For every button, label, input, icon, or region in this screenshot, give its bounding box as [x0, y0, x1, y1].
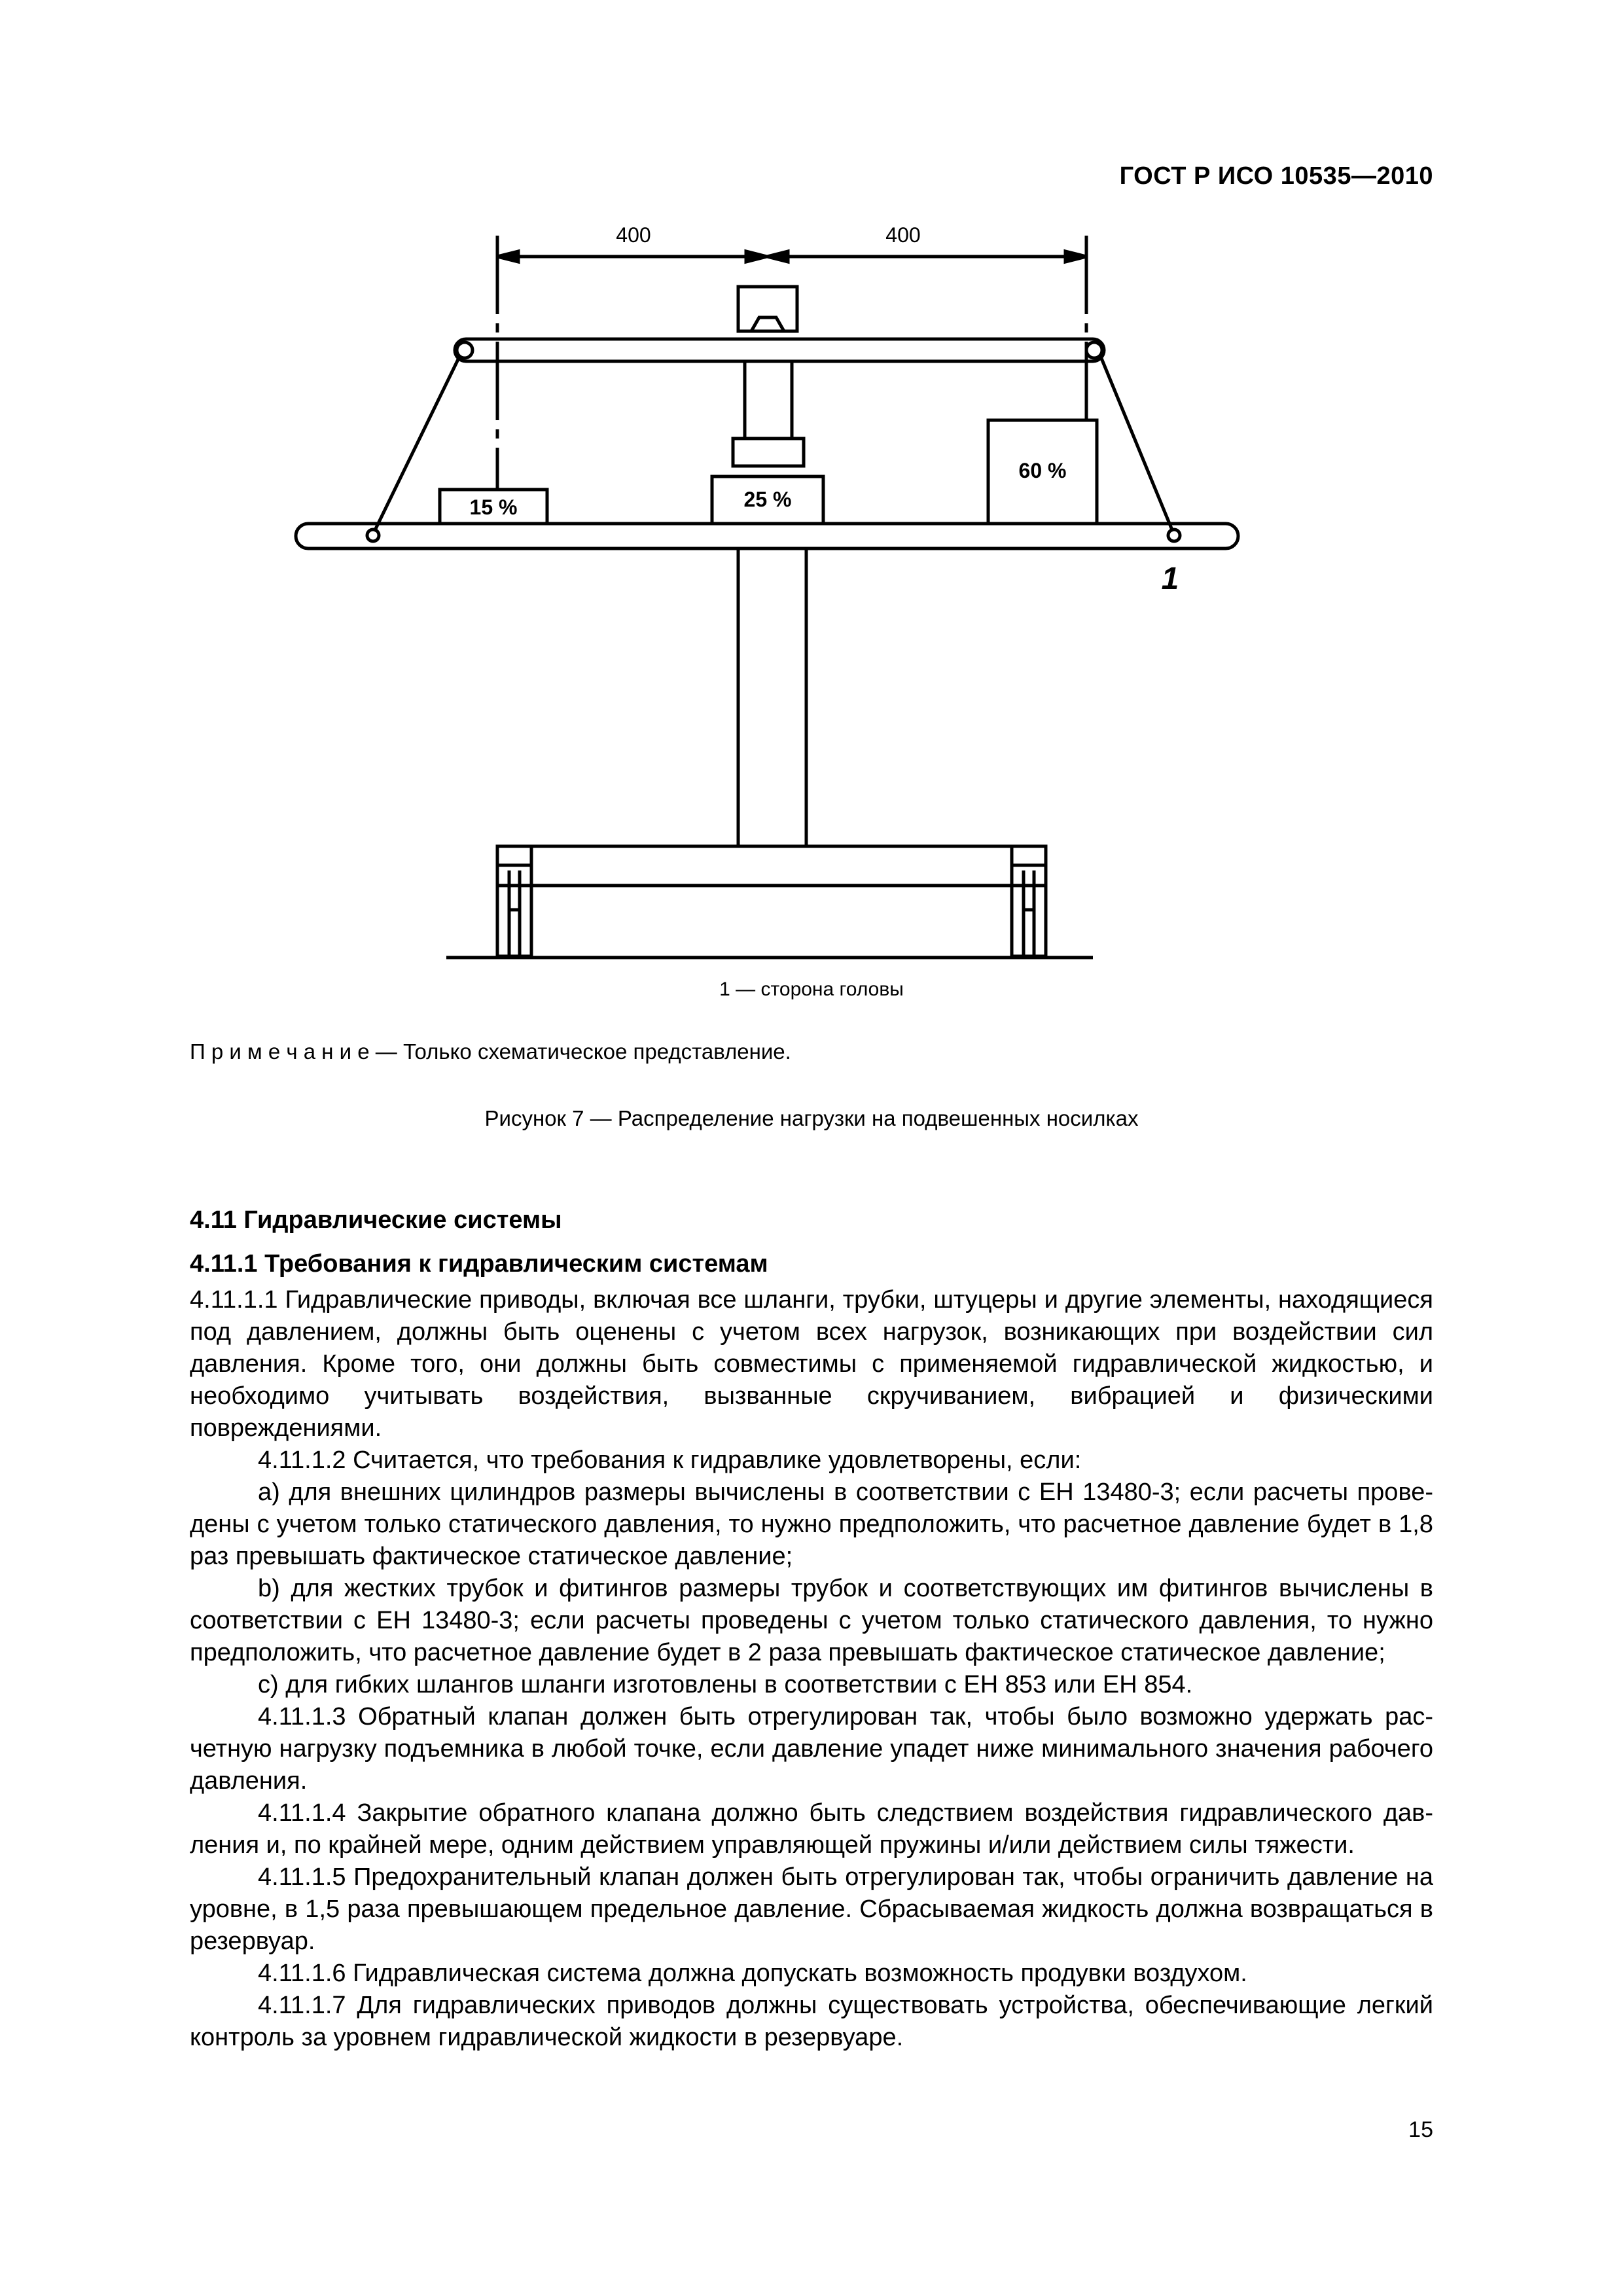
stretcher-platform: [296, 524, 1238, 548]
paragraph-4-11-1-2: 4.11.1.2 Считается, что требования к гидравлике удовлетворены, если:: [258, 1446, 1082, 1474]
dimension-right-label: 400: [885, 223, 921, 247]
upper-spreader-bar: [455, 339, 1104, 361]
hook-right-top: [1086, 342, 1102, 358]
figure-legend: 1 — сторона головы: [719, 978, 904, 1000]
dimension-arrow-left: [497, 251, 518, 262]
document-header: ГОСТ Р ИСО 10535—2010: [1119, 162, 1433, 190]
paragraph-4-11-1-5: 4.11.1.5 Предохранительный клапан должен быть отрегулирован так, чтобы ограничить давление на уровне, в 1,5 раза превышающем предельное давление. Сбрасываемая жидкость должна возвращаться в резервуар.: [190, 1863, 1433, 1955]
base-leg-left: [497, 846, 531, 956]
hook-left-top: [457, 342, 473, 358]
dimension-arrow-center-right: [767, 251, 788, 262]
strap-left: [374, 357, 459, 531]
paragraph-4-11-1-4: 4.11.1.4 Закрытие обратного клапана должно быть следствием воздействия гидравлического давления и, по крайней мере, одним действием управляющей пружины и/или действием силы тяжести.: [190, 1799, 1433, 1859]
paragraph-item-a: a) для внешних цилиндров размеры вычислены в соответствии с ЕН 13480-3; если расчеты проведены с учетом только статического давления, то нужно предположить, что расчетное давление будет в 1,8 раз превышать фактическое статическое давление;: [190, 1479, 1433, 1570]
item-number-label: 1: [1161, 562, 1179, 596]
paragraph-4-11-1-7: 4.11.1.7 Для гидравлических приводов должны существовать устройства, обеспечивающие легкий контроль за уровнем гидравлической жидкости в резервуаре.: [190, 1992, 1433, 2051]
mast-top-block: [738, 287, 797, 331]
hook-left-bottom: [367, 529, 379, 541]
dimension-arrow-right: [1065, 251, 1086, 262]
paragraph-item-b: b) для жестких трубок и фитингов размеры трубок и соответствующих им фитингов вычислены в соответствии с ЕН 13480-3; если расчеты проведены с учетом только статического давления, то нужно предположить, что расчетное давление будет в 2 раза превышать фактическое статическое давление;: [190, 1575, 1433, 1666]
dimension-arrow-center-left: [746, 251, 767, 262]
mast-top-bracket: [751, 317, 784, 331]
note-label: П р и м е ч а н и е: [190, 1039, 370, 1064]
base-crossbar: [497, 846, 1046, 886]
load-center-label: 25 %: [743, 488, 792, 511]
paragraph-4-11-1-3: 4.11.1.3 Обратный клапан должен быть отрегулирован так, чтобы было возможно удержать расчетную нагрузку подъемника в любой точке, если давление упадет ниже минимального значения рабочего давления.: [190, 1703, 1433, 1795]
mast-upper-column: [745, 361, 792, 439]
section-heading-4-11-1: 4.11.1 Требования к гидравлическим системам: [190, 1250, 768, 1278]
strap-right: [1101, 357, 1173, 531]
base-leg-right: [1012, 846, 1046, 956]
stretcher-load-drawing: [275, 216, 1322, 995]
load-right-label: 60 %: [1018, 459, 1067, 482]
mast-collar: [733, 439, 804, 466]
load-left-label: 15 %: [469, 495, 518, 519]
figure-caption: Рисунок 7 — Распределение нагрузки на подвешенных носилках: [484, 1106, 1139, 1130]
mast-lower-column: [738, 548, 806, 846]
hook-right-bottom: [1168, 529, 1180, 541]
page-number: 15: [1408, 2117, 1433, 2142]
section-heading-4-11: 4.11 Гидравлические системы: [190, 1206, 562, 1234]
paragraph-4-11-1-1: 4.11.1.1 Гидравлические приводы, включая все шланги, трубки, штуцеры и другие элементы, находящиеся под давлением, должны быть оценены с учетом всех нагрузок, возникающих при воздействии сил давления. Кроме того, они должны быть совместимы с применяемой гидравлической жидкостью, и необходимо учитывать воздействия, вызванные скручиванием, вибрацией и физическими повреждениями.: [190, 1286, 1433, 1442]
figure-note: [190, 1039, 791, 1064]
dimension-left-label: 400: [616, 223, 651, 247]
paragraph-4-11-1-6: 4.11.1.6 Гидравлическая система должна допускать возможность продувки воздухом.: [258, 1960, 1247, 1987]
body-text: [190, 1204, 1433, 2054]
figure-7-diagram: [275, 216, 1322, 995]
note-text: — Только схематическое представление.: [369, 1039, 791, 1064]
paragraph-item-c: c) для гибких шлангов шланги изготовлены в соответствии с ЕН 853 или ЕН 854.: [258, 1671, 1193, 1698]
